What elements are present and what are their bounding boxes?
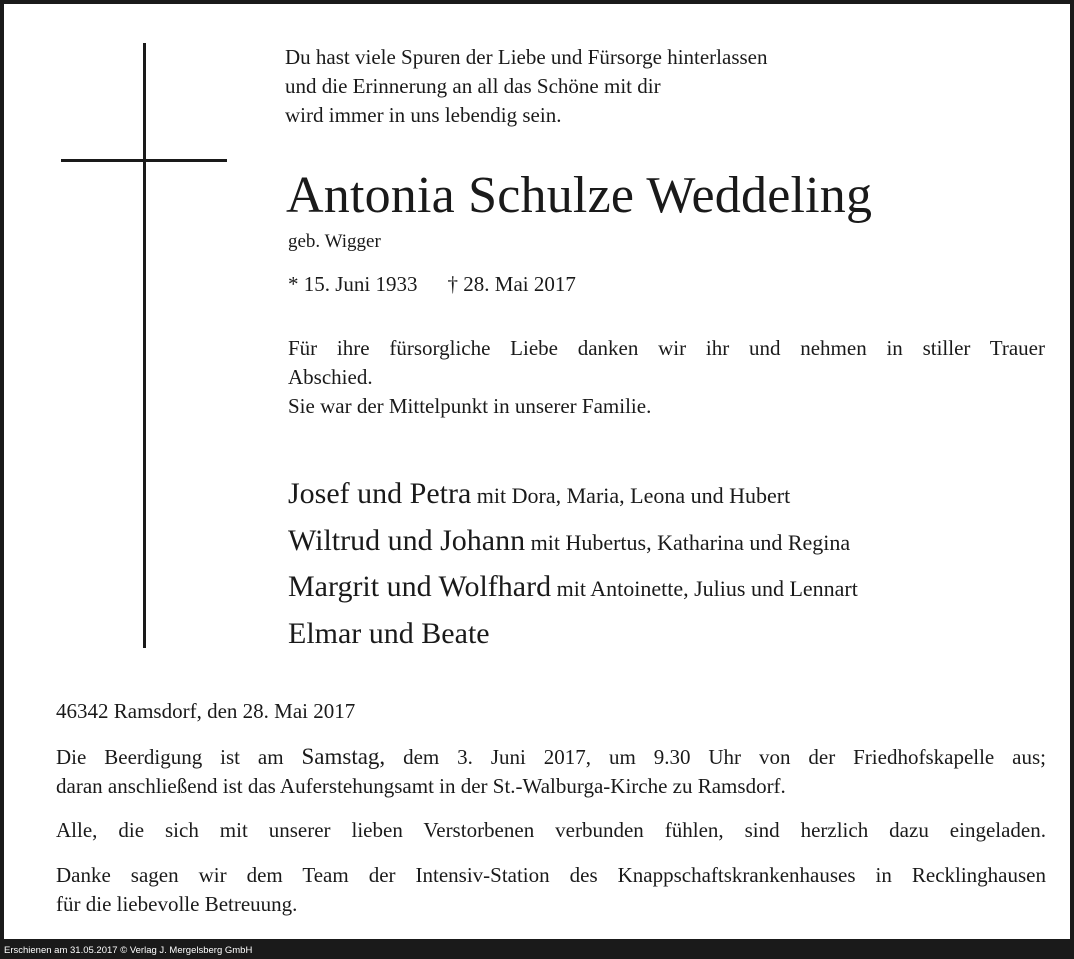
memorial-poem xyxy=(285,43,768,130)
family-names: Margrit und Wolfhard xyxy=(288,570,552,603)
funeral-text: Die Beerdigung ist am xyxy=(56,745,284,769)
poem-line: Du hast viele Spuren der Liebe und Fürsorge hinterlassen xyxy=(285,45,768,69)
gratitude-text xyxy=(56,861,1046,919)
birth-date: * 15. Juni 1933 xyxy=(288,272,418,296)
funeral-line xyxy=(56,742,1046,772)
family-list xyxy=(288,472,858,658)
birth-name: geb. Wigger xyxy=(288,231,381,252)
cross-icon-horizontal-bar xyxy=(61,159,227,162)
deceased-name: Antonia Schulze Weddeling xyxy=(286,167,873,224)
publication-footer: Erschienen am 31.05.2017 © Verlag J. Mergelsberg GmbH xyxy=(0,942,1074,959)
funeral-text: dem 3. Juni 2017, um 9.30 Uhr von der Friedhofskapelle aus; xyxy=(403,745,1046,769)
thanks-line: Abschied. xyxy=(288,365,373,389)
poem-line: und die Erinnerung an all das Schöne mit dir xyxy=(285,74,661,98)
thanks-text xyxy=(288,334,1045,421)
death-date: † 28. Mai 2017 xyxy=(447,272,576,296)
funeral-line: daran anschließend ist das Auferstehungsamt in der St.-Walburga-Kirche zu Ramsdorf. xyxy=(56,774,786,798)
family-row xyxy=(288,472,858,519)
thanks-line: Sie war der Mittelpunkt in unserer Familie. xyxy=(288,394,652,418)
family-names: Josef und Petra xyxy=(288,477,472,510)
invitation-line: Alle, die sich mit unserer lieben Verstorbenen verbunden fühlen, sind herzlich dazu eingeladen. xyxy=(56,818,1046,842)
family-row xyxy=(288,519,858,566)
place-and-date: 46342 Ramsdorf, den 28. Mai 2017 xyxy=(56,699,356,723)
family-children: mit Antoinette, Julius und Lennart xyxy=(556,576,858,601)
family-children: mit Dora, Maria, Leona und Hubert xyxy=(476,483,791,508)
gratitude-line: für die liebevolle Betreuung. xyxy=(56,892,298,916)
gratitude-line: Danke sagen wir dem Team der Intensiv-Station des Knappschaftskrankenhauses in Recklinghausen xyxy=(56,863,1046,887)
invitation-text xyxy=(56,816,1046,845)
thanks-line: Für ihre fürsorgliche Liebe danken wir ihr und nehmen in stiller Trauer xyxy=(288,336,1045,360)
funeral-notice xyxy=(56,742,1046,801)
cross-icon-vertical-bar xyxy=(143,43,146,648)
funeral-day: Samstag, xyxy=(301,744,386,769)
family-row xyxy=(288,612,858,659)
family-names: Elmar und Beate xyxy=(288,616,490,650)
poem-line: wird immer in uns lebendig sein. xyxy=(285,103,562,127)
family-children: mit Hubertus, Katharina und Regina xyxy=(530,529,851,555)
family-names: Wiltrud und Johann xyxy=(288,523,526,557)
life-dates xyxy=(288,270,576,298)
family-row xyxy=(288,565,858,612)
